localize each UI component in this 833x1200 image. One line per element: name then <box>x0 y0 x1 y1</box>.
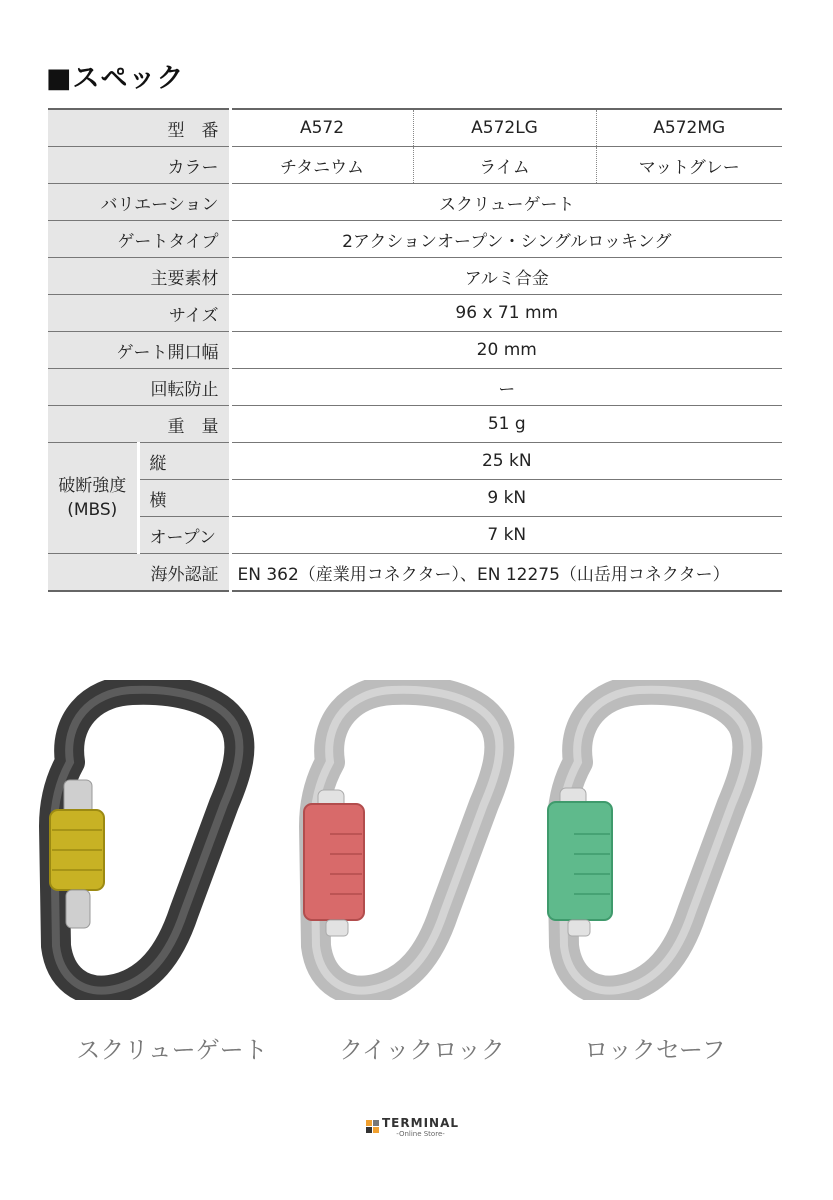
open-label: オープン <box>138 517 230 554</box>
gate-opening-value: 20 mm <box>230 332 782 369</box>
carabiner-screwgate-image <box>50 690 239 991</box>
logo-mark-icon <box>366 1120 379 1133</box>
minor-value: 9 kN <box>230 480 782 517</box>
row-certification <box>48 554 782 592</box>
logo-name: TERMINAL <box>382 1116 460 1130</box>
quicklock-sleeve <box>304 804 364 920</box>
row-variation <box>48 184 782 221</box>
strength-group-line1: 破断強度 <box>58 476 127 496</box>
color-1: チタニウム <box>230 147 413 184</box>
model-2: A572LG <box>413 109 596 147</box>
major-label: 縦 <box>138 443 230 480</box>
gate-opening-label: ゲート開口幅 <box>48 332 230 369</box>
material-value: アルミ合金 <box>230 258 782 295</box>
row-gate-opening <box>48 332 782 369</box>
variation-value: スクリューゲート <box>230 184 782 221</box>
size-label: サイズ <box>48 295 230 332</box>
color-2: ライム <box>413 147 596 184</box>
row-size <box>48 295 782 332</box>
model-1: A572 <box>230 109 413 147</box>
caption-screwgate: スクリューゲート <box>76 1036 268 1064</box>
locksafe-sleeve <box>548 802 612 920</box>
carabiner-quicklock-image <box>304 690 499 991</box>
major-value: 25 kN <box>230 443 782 480</box>
gate-type-value: 2アクションオープン・シングルロッキング <box>230 221 782 258</box>
anti-rotation-label: 回転防止 <box>48 369 230 406</box>
logo-subtitle: -Online Store- <box>396 1130 445 1138</box>
strength-group-line2: (MBS) <box>67 500 118 520</box>
color-3: マットグレー <box>596 147 782 184</box>
strength-group-label <box>48 443 138 554</box>
page-title: ■スペック <box>46 63 185 94</box>
row-material <box>48 258 782 295</box>
model-label: 型 番 <box>48 109 230 147</box>
row-weight <box>48 406 782 443</box>
store-logo <box>366 1118 459 1140</box>
carabiner-locksafe-image <box>548 690 747 991</box>
row-strength-major <box>48 443 782 480</box>
weight-label: 重 量 <box>48 406 230 443</box>
size-value: 96 x 71 mm <box>230 295 782 332</box>
anti-rotation-value: ー <box>230 369 782 406</box>
open-value: 7 kN <box>230 517 782 554</box>
cert-value: EN 362（産業用コネクター）、EN 12275（山岳用コネクター） <box>230 554 782 592</box>
caption-locksafe: ロックセーフ <box>584 1036 726 1064</box>
model-3: A572MG <box>596 109 782 147</box>
color-label: カラー <box>48 147 230 184</box>
material-label: 主要素材 <box>48 258 230 295</box>
row-strength-open <box>48 517 782 554</box>
weight-value: 51 g <box>230 406 782 443</box>
gate-type-label: ゲートタイプ <box>48 221 230 258</box>
cert-label: 海外認証 <box>48 554 230 592</box>
variation-label: バリエーション <box>48 184 230 221</box>
minor-label: 横 <box>138 480 230 517</box>
spec-table <box>48 108 782 592</box>
row-model <box>48 109 782 147</box>
row-gate-type <box>48 221 782 258</box>
carabiner-images <box>0 680 833 1000</box>
caption-quicklock: クイックロック <box>339 1036 505 1064</box>
row-color <box>48 147 782 184</box>
row-strength-minor <box>48 480 782 517</box>
row-anti-rotation <box>48 369 782 406</box>
